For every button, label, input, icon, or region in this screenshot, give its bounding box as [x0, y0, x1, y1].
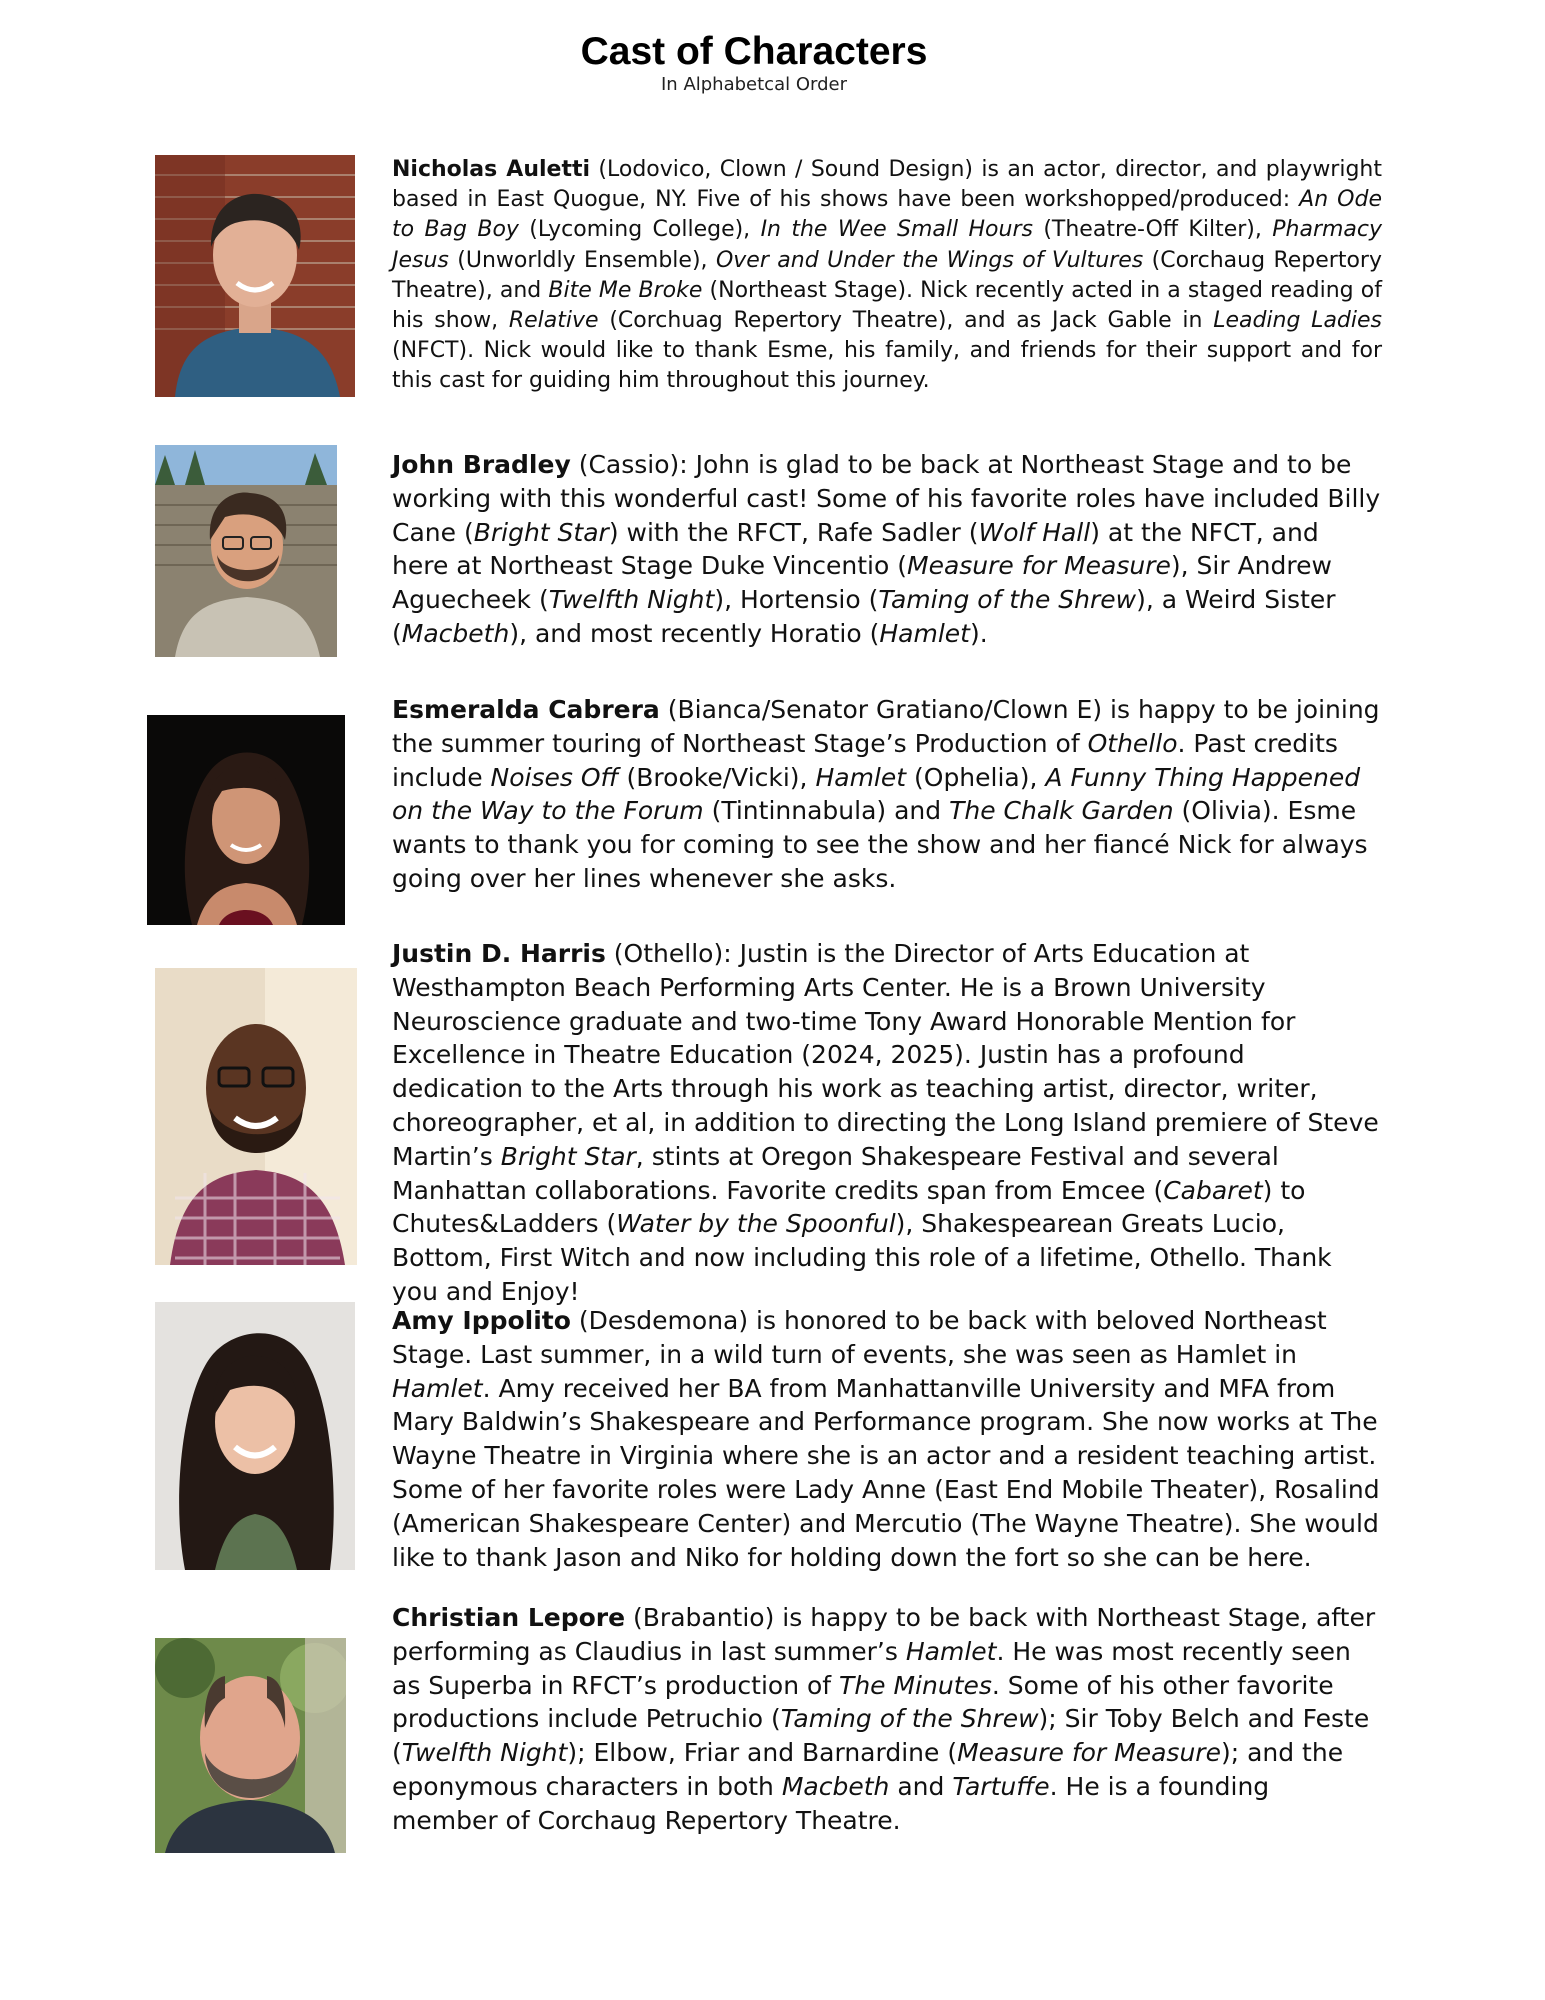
headshot-photo-icon	[155, 155, 355, 397]
cast-name: Amy Ippolito	[392, 1306, 571, 1335]
headshot-photo-icon	[155, 445, 337, 657]
cast-name: Nicholas Auletti	[392, 157, 591, 182]
headshot-photo-icon	[155, 1638, 346, 1853]
cast-name: Esmeralda Cabrera	[392, 695, 660, 724]
headshot-photo-icon	[147, 715, 345, 925]
cast-bio: Nicholas Auletti (Lodovico, Clown / Sound Design) is an actor, director, and playwright based in East Quogue, NY. Five of his shows have been workshopped/produced: An Ode to Bag Boy (Lycoming College), In the Wee Small Hours (Theatre-Off Kilter), Pharmacy Jesus (Unworldly Ensemble), Over and Under the Wings of Vultures (Corchaug Repertory Theatre), and Bite Me Broke (Northeast Stage). Nick recently acted in a staged reading of his show, Relative (Corchuag Repertory Theatre), and as Jack Gable in Leading Ladies (NFCT). Nick would like to thank Esme, his family, and friends for their support and for this cast for guiding him throughout this journey.	[392, 157, 1383, 394]
cast-bio: John Bradley (Cassio): John is glad to be back at Northeast Stage and to be working with this wonderful cast! Some of his favorite roles have included Billy Cane (Bright Star) with the RFCT, Rafe Sadler (Wolf Hall) at the NFCT, and here at Northeast Stage Duke Vincentio (Measure for Measure), Sir Andrew Aguecheek (Twelfth Night), Hortensio (Taming of the Shrew), a Weird Sister (Macbeth), and most recently Horatio (Hamlet).	[392, 450, 1381, 648]
headshot-photo-icon	[155, 1302, 355, 1570]
cast-name: Justin D. Harris	[392, 939, 606, 968]
headshot-photo-icon	[155, 968, 357, 1265]
page-title: Cast of Characters	[580, 30, 928, 73]
cast-name: Christian Lepore	[392, 1603, 626, 1632]
cast-name: John Bradley	[392, 450, 571, 479]
cast-bio: Christian Lepore (Brabantio) is happy to be back with Northeast Stage, after performing as Claudius in last summer’s Hamlet. He was most recently seen as Superba in RFCT’s production of The Minutes. Some of his other favorite productions include Petruchio (Taming of the Shrew); Sir Toby Belch and Feste (Twelfth Night); Elbow, Friar and Barnardine (Measure for Measure); and the eponymous characters in both Macbeth and Tartuffe. He is a founding member of Corchaug Repertory Theatre.	[392, 1603, 1376, 1835]
page-subtitle: In Alphabetcal Order	[661, 74, 847, 95]
cast-bio: Esmeralda Cabrera (Bianca/Senator Gratiano/Clown E) is happy to be joining the summer touring of Northeast Stage’s Production of Othello. Past credits include Noises Off (Brooke/Vicki), Hamlet (Ophelia), A Funny Thing Happened on the Way to the Forum (Tintinnabula) and The Chalk Garden (Olivia). Esme wants to thank you for coming to see the show and her fiancé Nick for always going over her lines whenever she asks.	[392, 695, 1380, 893]
cast-bio: Justin D. Harris (Othello): Justin is the Director of Arts Education at Westhampton Beach Performing Arts Center. He is a Brown University Neuroscience graduate and two-time Tony Award Honorable Mention for Excellence in Theatre Education (2024, 2025). Justin has a profound dedication to the Arts through his work as teaching artist, director, writer, choreographer, et al, in addition to directing the Long Island premiere of Steve Martin’s Bright Star, stints at Oregon Shakespeare Festival and several Manhattan collaborations. Favorite credits span from Emcee (Cabaret) to Chutes&Ladders (Water by the Spoonful), Shakespearean Greats Lucio, Bottom, First Witch and now including this role of a lifetime, Othello. Thank you and Enjoy!	[392, 939, 1379, 1306]
cast-bio: Amy Ippolito (Desdemona) is honored to be back with beloved Northeast Stage. Last summer, in a wild turn of events, she was seen as Hamlet in Hamlet. Amy received her BA from Manhattanville University and MFA from Mary Baldwin’s Shakespeare and Performance program. She now works at The Wayne Theatre in Virginia where she is an actor and a resident teaching artist. Some of her favorite roles were Lady Anne (East End Mobile Theater), Rosalind (American Shakespeare Center) and Mercutio (The Wayne Theatre). She would like to thank Jason and Niko for holding down the fort so she can be here.	[392, 1306, 1380, 1572]
